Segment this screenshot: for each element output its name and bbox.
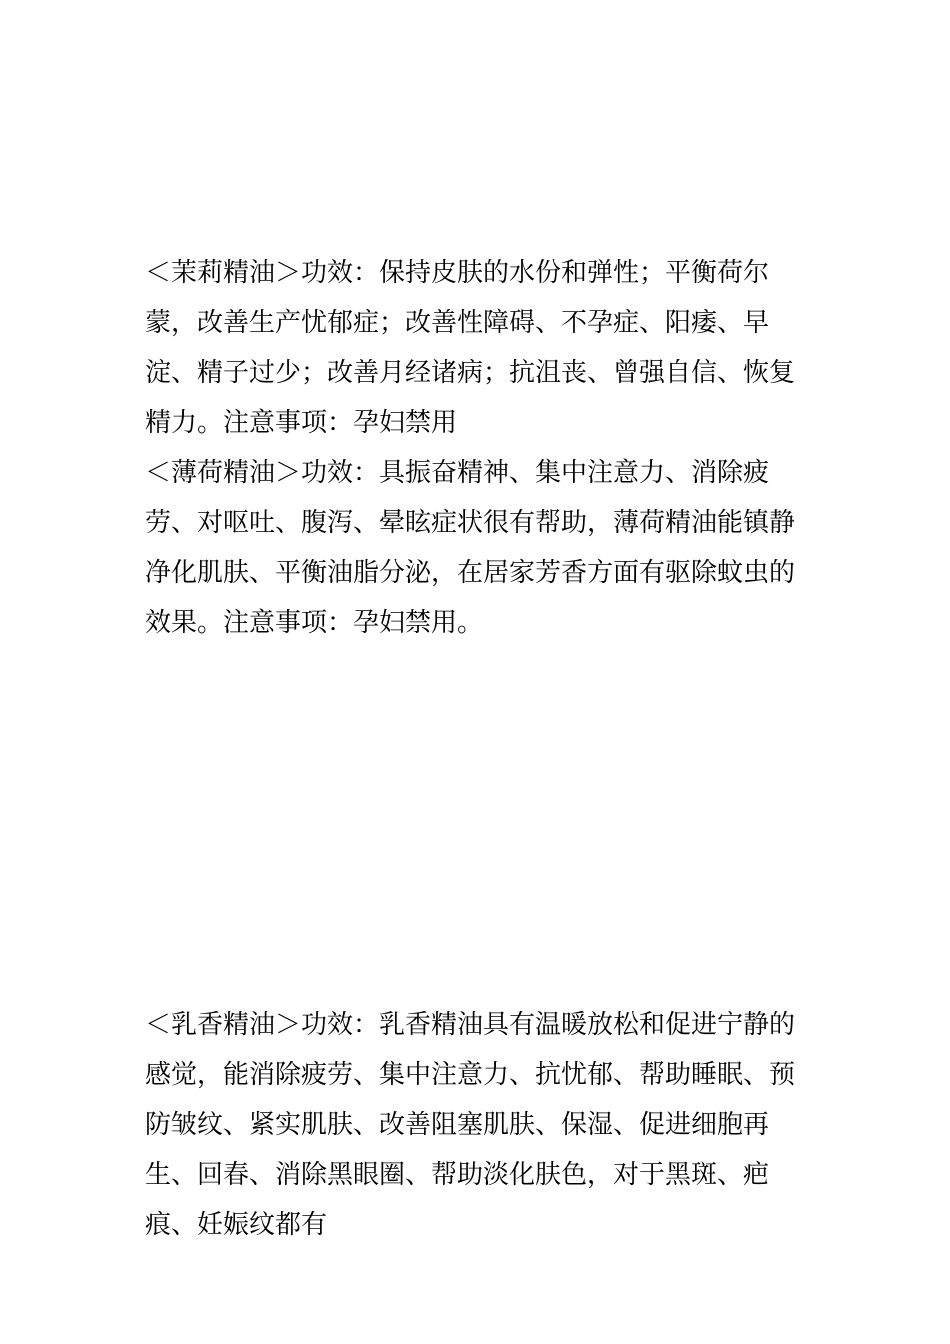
text-block-jasmine-peppermint — [145, 248, 810, 648]
paragraph-frankincense-oil: ＜乳香精油＞功效：乳香精油具有温暖放松和促进宁静的感觉，能消除疲劳、集中注意力、抗忧郁、帮助睡眠、预防皱纹、紧实肌肤、改善阻塞肌肤、保湿、促进细胞再生、回春、消除黑眼圈、帮助淡化肤色，对于黑斑、疤痕、妊娠纹都有 — [145, 1010, 796, 1240]
paragraph-peppermint-oil: ＜薄荷精油＞功效：具振奋精神、集中注意力、消除疲劳、对呕吐、腹泻、晕眩症状很有帮助，薄荷精油能镇静 净化肌肤、平衡油脂分泌，在居家芳香方面有驱除蚊虫的效果。注意事项：孕妇禁用。 — [145, 458, 804, 638]
paragraph-jasmine-oil: ＜茉莉精油＞功效：保持皮肤的水份和弹性；平衡荷尔蒙，改善生产忧郁症；改善性障碍、不孕症、阳痿、早淀、精子过少；改善月经诸病；抗沮丧、曾强自信、恢复精力。注意事项：孕妇禁用 — [145, 258, 796, 438]
text-block-frankincense — [145, 1000, 810, 1250]
